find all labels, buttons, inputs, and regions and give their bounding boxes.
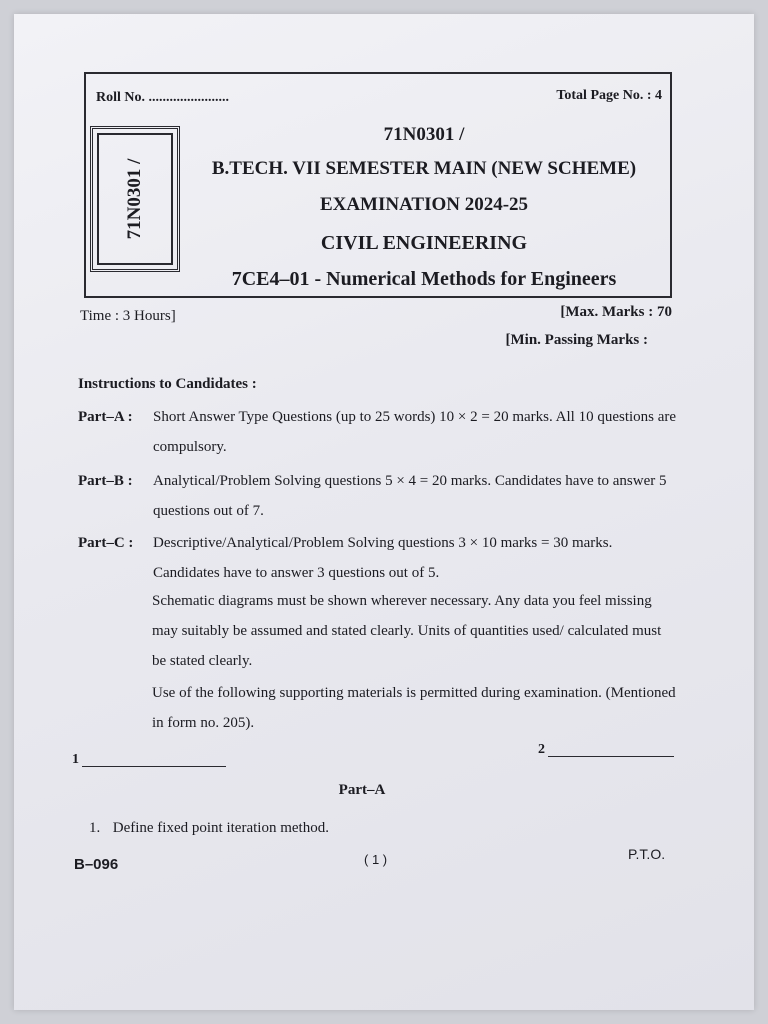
header-box [84,72,672,298]
signature-line-1 [82,766,226,767]
time-duration: Time : 3 Hours] [80,308,176,324]
exam-paper-page [14,14,754,1010]
signature-label-1: 1 [72,752,79,767]
footer-page-number: ( 1 ) [364,852,388,867]
min-passing-marks: [Min. Passing Marks : [505,332,648,348]
signature-label-2: 2 [538,742,545,757]
part-label: Part–C : [78,535,134,551]
side-paper-code: 71N0301 / [124,158,145,240]
subject-title: 7CE4–01 - Numerical Methods for Engineers [231,268,617,290]
question-item [89,820,329,837]
instructions-title: Instructions to Candidates : [78,376,257,392]
part-text: Short Answer Type Questions (up to 25 words) 10 × 2 = 20 marks. All 10 questions are compulsory. [153,409,677,455]
exam-title: B.TECH. VII SEMESTER MAIN (NEW SCHEME) [211,158,637,179]
part-text: Descriptive/Analytical/Problem Solving questions 3 × 10 marks = 30 marks. Candidates have to answer 3 questions out of 5. [153,535,613,581]
footer-pto: P.T.O. [628,846,666,862]
instruction-note-materials: Use of the following supporting materials is permitted during examination. (Mentioned in form no. 205). [152,685,676,731]
instruction-note-diagrams: Schematic diagrams must be shown wherever necessary. Any data you feel missing may suitably be assumed and stated clearly. Units of quantities used/ calculated must be stated clearly. [152,593,662,669]
side-code-box [90,126,180,272]
footer-paper-code: B–096 [74,856,119,873]
part-text: Analytical/Problem Solving questions 5 × 4 = 20 marks. Candidates have to answer 5 questions out of 7. [153,473,667,519]
paper-code: 71N0301 / [383,124,465,145]
part-label: Part–A : [78,409,133,425]
question-number: 1. [89,820,101,836]
part-a-heading: Part–A [338,782,386,798]
branch-name: CIVIL ENGINEERING [320,232,528,254]
roll-number-field: Roll No. ....................... [96,90,229,105]
side-code-box-inner [97,133,173,265]
signature-line-2 [548,756,674,757]
total-page-count: Total Page No. : 4 [556,88,662,103]
max-marks: [Max. Marks : 70 [560,304,672,320]
part-label: Part–B : [78,473,133,489]
question-text: Define fixed point iteration method. [112,820,329,836]
exam-year: EXAMINATION 2024-25 [319,194,529,215]
